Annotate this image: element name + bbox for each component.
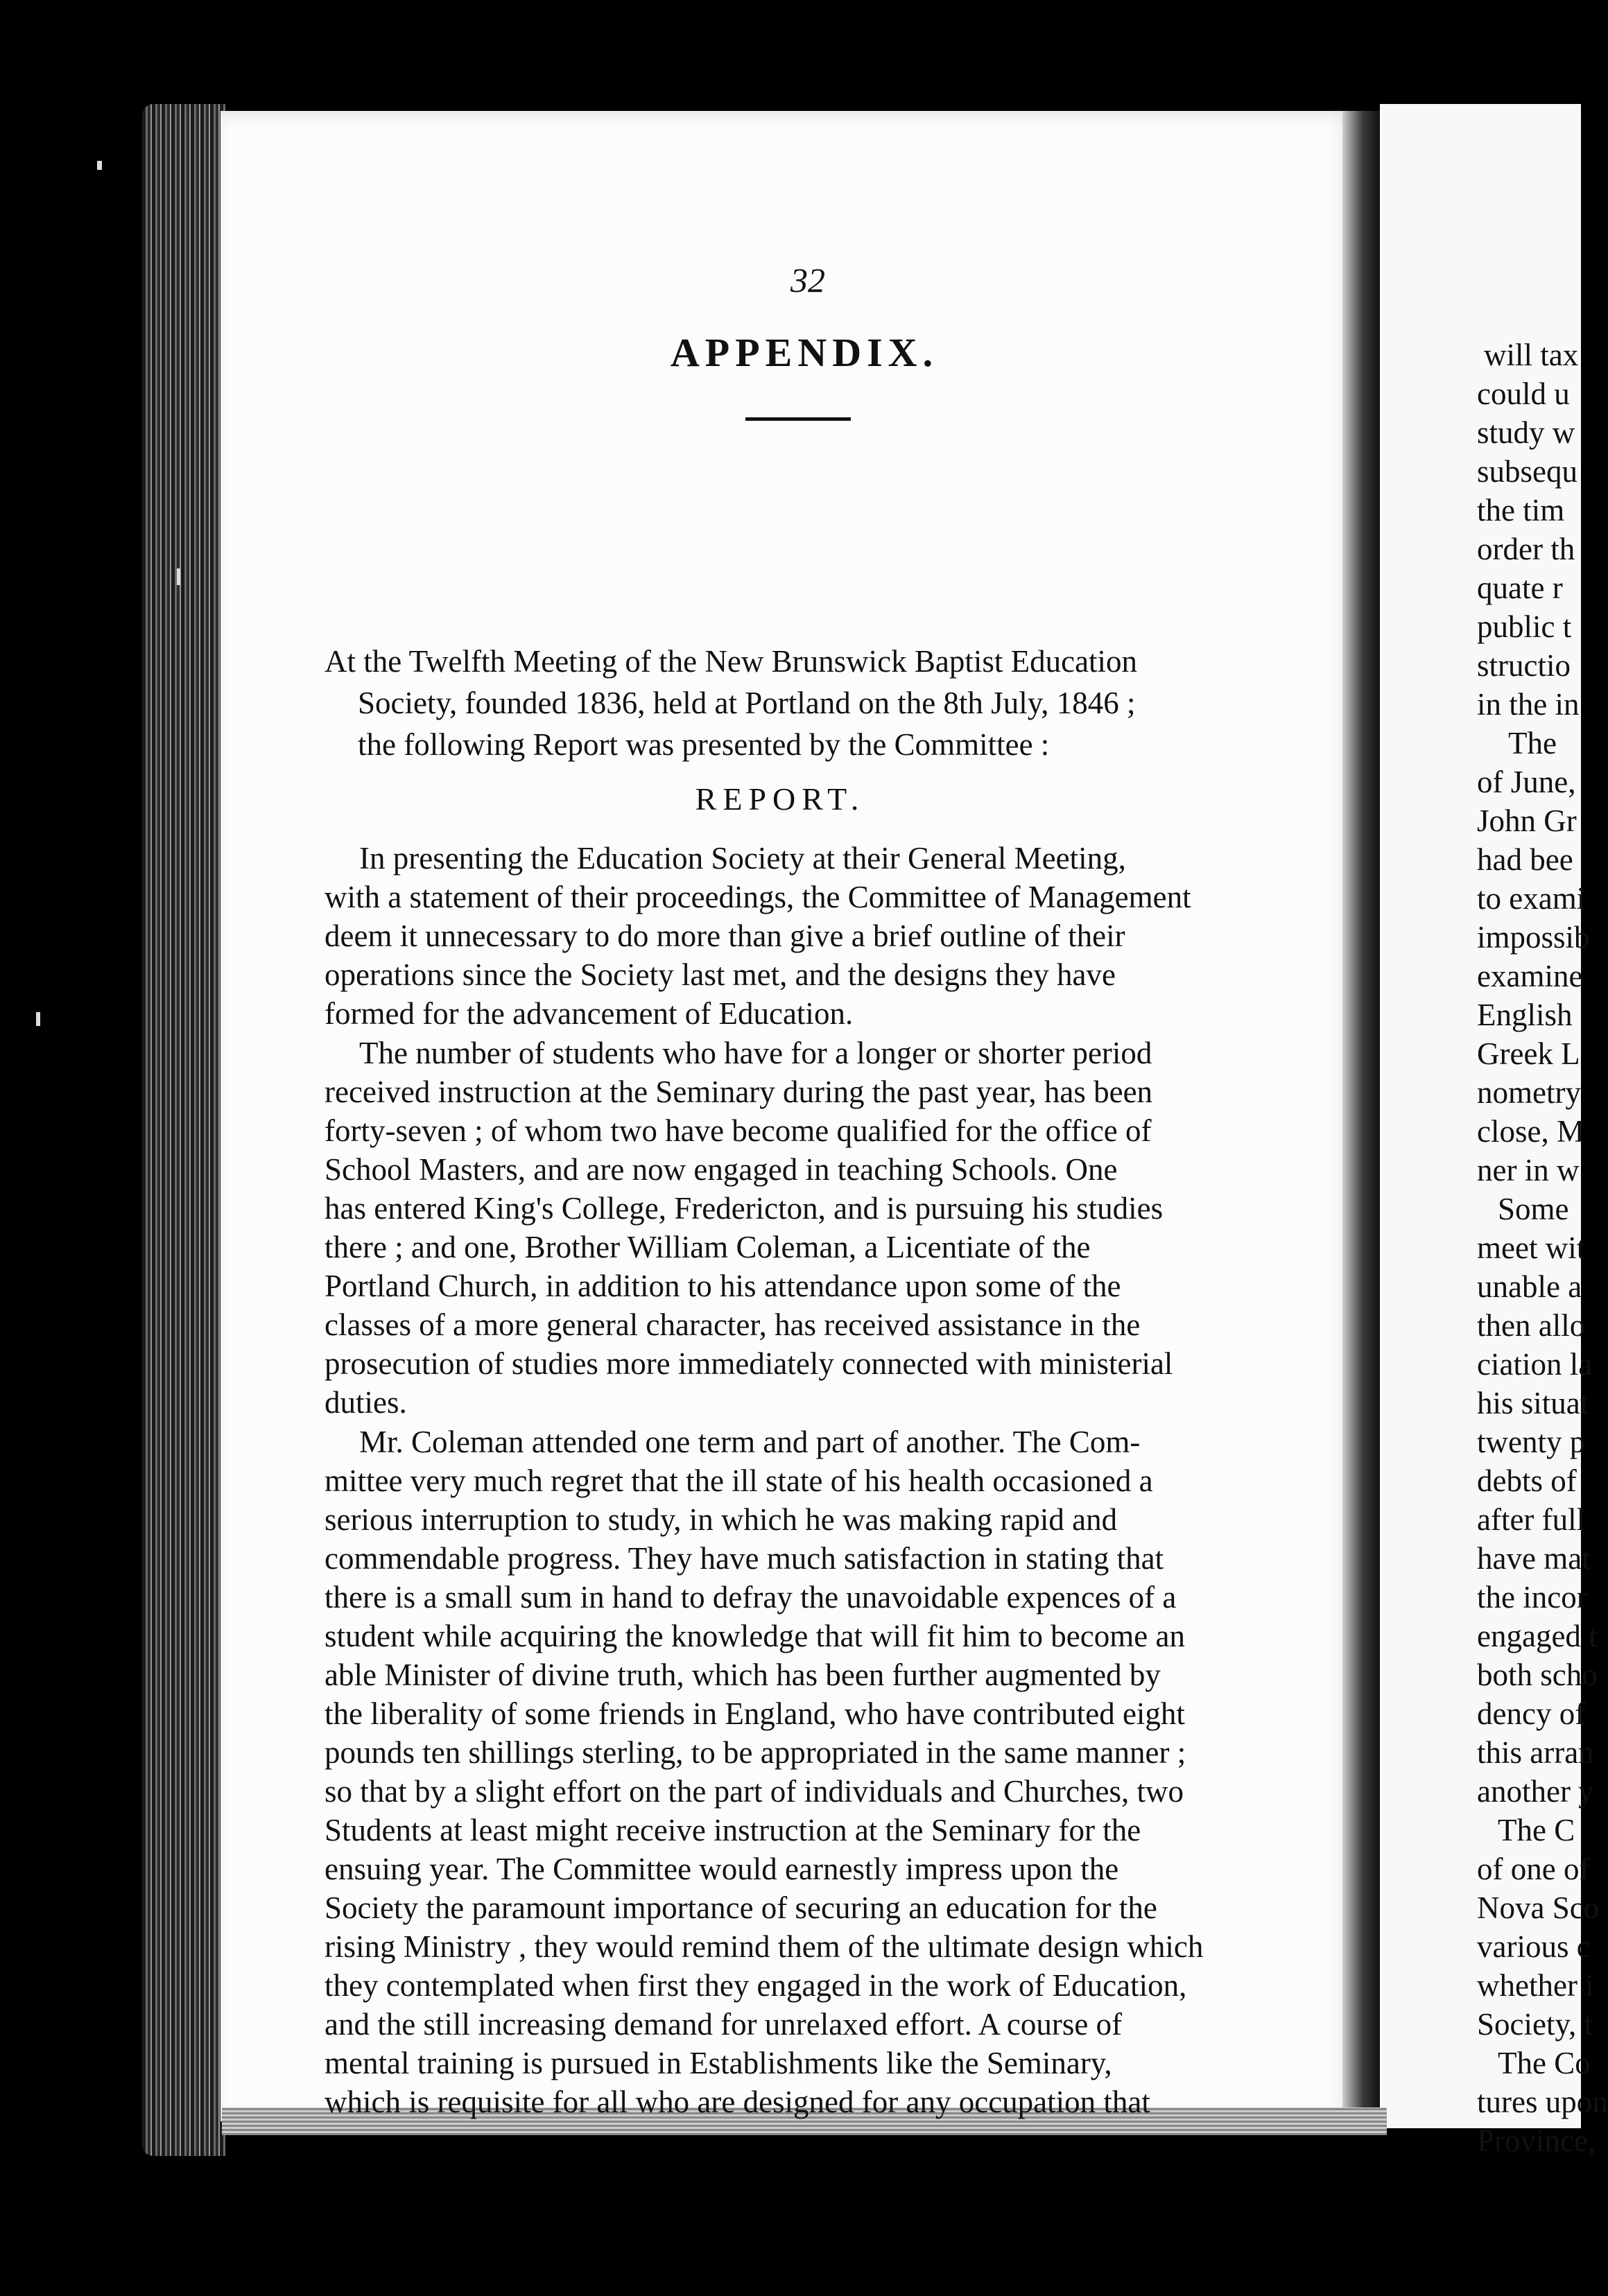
right-fragment: ciation la [1477, 1347, 1593, 1382]
body-line: classes of a more general character, has received assistance in the [325, 1307, 1141, 1342]
right-fragment: English [1477, 998, 1573, 1032]
right-fragment: both scho [1477, 1658, 1598, 1692]
body-line: which is requisite for all who are designed for any occupation that [325, 2085, 1150, 2119]
body-line: Students at least might receive instruction at the Seminary for the [325, 1813, 1141, 1847]
body-line: formed for the advancement of Education. [325, 996, 854, 1031]
right-fragment: after full [1477, 1502, 1586, 1537]
right-fragment: nometry [1477, 1075, 1581, 1110]
body-line: there is a small sum in hand to defray the unavoidable expences of a [325, 1580, 1177, 1615]
right-fragment: Some [1498, 1192, 1569, 1226]
body-line: commendable progress. They have much satisfaction in stating that [325, 1541, 1164, 1576]
right-fragment: The C [1498, 1813, 1575, 1847]
body-line: pounds ten shillings sterling, to be appropriated in the same manner ; [325, 1735, 1186, 1770]
intro-line: Society, founded 1836, held at Portland on the 8th July, 1846 ; [358, 686, 1136, 720]
right-fragment: quate r [1477, 571, 1563, 605]
right-fragment: had bee [1477, 842, 1573, 877]
body-line: the liberality of some friends in England, who have contributed eight [325, 1696, 1185, 1731]
right-fragment: Province, [1477, 2123, 1596, 2158]
right-fragment: examine [1477, 959, 1583, 993]
right-fragment: twenty p [1477, 1425, 1586, 1459]
right-fragment: study w [1477, 415, 1575, 450]
body-line: received instruction at the Seminary during the past year, has been [325, 1075, 1153, 1109]
body-line: mittee very much regret that the ill state of his health occasioned a [325, 1463, 1153, 1498]
body-line: rising Ministry , they would remind them of the ultimate design which [325, 1929, 1204, 1964]
body-line: student while acquiring the knowledge that will fit him to become an [325, 1619, 1185, 1653]
margin-speck [36, 1012, 40, 1026]
right-fragment: close, M [1477, 1114, 1584, 1149]
body-line: Society the paramount importance of securing an education for the [325, 1890, 1157, 1925]
right-fragment: Society, t [1477, 2007, 1593, 2042]
right-fragment: the incor [1477, 1580, 1587, 1615]
appendix-title: APPENDIX. [670, 330, 939, 375]
body-line: there ; and one, Brother William Coleman, a Licentiate of the [325, 1230, 1091, 1264]
body-line: and the still increasing demand for unrelaxed effort. A course of [325, 2007, 1123, 2042]
right-fragment: this arran [1477, 1735, 1594, 1770]
body-line: School Masters, and are now engaged in teaching Schools. One [325, 1152, 1118, 1187]
right-fragment: public t [1477, 609, 1572, 644]
right-fragment: tures upon [1477, 2085, 1608, 2119]
right-fragment: Nova Sco [1477, 1890, 1600, 1925]
body-line: ensuing year. The Committee would earnestly impress upon the [325, 1852, 1119, 1886]
body-line: deem it unnecessary to do more than give a brief outline of their [325, 919, 1125, 953]
body-line: with a statement of their proceedings, the Committee of Management [325, 880, 1191, 914]
right-fragment: dency of [1477, 1696, 1586, 1731]
right-fragment: of one of [1477, 1852, 1590, 1886]
right-fragment: to exami [1477, 881, 1586, 916]
right-fragment: debts of [1477, 1463, 1577, 1498]
body-line: operations since the Society last met, and the designs they have [325, 957, 1116, 992]
right-fragment: engaged t [1477, 1619, 1598, 1653]
right-fragment: unable a [1477, 1269, 1582, 1304]
body-line: has entered King's College, Fredericton, and is pursuing his studies [325, 1191, 1164, 1226]
right-fragment: Greek L [1477, 1036, 1580, 1071]
book-gutter [1342, 111, 1380, 2128]
body-line: forty-seven ; of whom two have become qualified for the office of [325, 1113, 1152, 1148]
intro-line: At the Twelfth Meeting of the New Brunswick Baptist Education [325, 644, 1138, 679]
body-line: Mr. Coleman attended one term and part of another. The Com- [359, 1425, 1141, 1459]
title-divider [745, 417, 851, 421]
right-fragment: various c [1477, 1929, 1591, 1964]
right-fragment: John Gr [1477, 803, 1577, 838]
margin-speck [177, 568, 180, 585]
right-fragment: ner in w [1477, 1153, 1580, 1188]
body-line: duties. [325, 1385, 407, 1420]
body-line: serious interruption to study, in which he was making rapid and [325, 1502, 1118, 1537]
intro-line: the following Report was presented by the Committee : [358, 727, 1050, 762]
body-line: able Minister of divine truth, which has been further augmented by [325, 1658, 1161, 1692]
margin-speck [97, 161, 102, 170]
right-fragment: The Co [1498, 2046, 1591, 2080]
body-line: so that by a slight effort on the part of individuals and Churches, two [325, 1774, 1184, 1809]
right-fragment: then allo [1477, 1308, 1586, 1343]
right-fragment: will tax [1484, 338, 1579, 372]
body-line: mental training is pursued in Establishments like the Seminary, [325, 2046, 1112, 2080]
body-line: Portland Church, in addition to his attendance upon some of the [325, 1269, 1121, 1303]
right-fragment: in the in [1477, 687, 1580, 722]
right-fragment: another y [1477, 1774, 1594, 1809]
report-heading: REPORT. [695, 781, 865, 817]
right-fragment: structio [1477, 648, 1571, 683]
right-fragment: the tim [1477, 493, 1565, 528]
page-number: 32 [790, 261, 825, 299]
body-line: In presenting the Education Society at their General Meeting, [359, 841, 1126, 876]
right-fragment: order th [1477, 532, 1575, 566]
body-line: The number of students who have for a longer or shorter period [359, 1036, 1152, 1070]
right-fragment: could u [1477, 376, 1570, 411]
book-fore-edge [142, 104, 225, 2156]
right-fragment: whether i [1477, 1968, 1594, 2003]
right-fragment: subsequ [1477, 454, 1577, 489]
right-fragment: impossib [1477, 920, 1590, 955]
right-fragment: of June, [1477, 765, 1576, 799]
body-line: prosecution of studies more immediately connected with ministerial [325, 1346, 1173, 1381]
right-fragment: his situat [1477, 1386, 1589, 1420]
right-fragment: The [1508, 726, 1557, 760]
body-line: they contemplated when first they engaged in the work of Education, [325, 1968, 1187, 2003]
right-fragment: have mat [1477, 1541, 1591, 1576]
right-fragment: meet wit [1477, 1230, 1586, 1265]
